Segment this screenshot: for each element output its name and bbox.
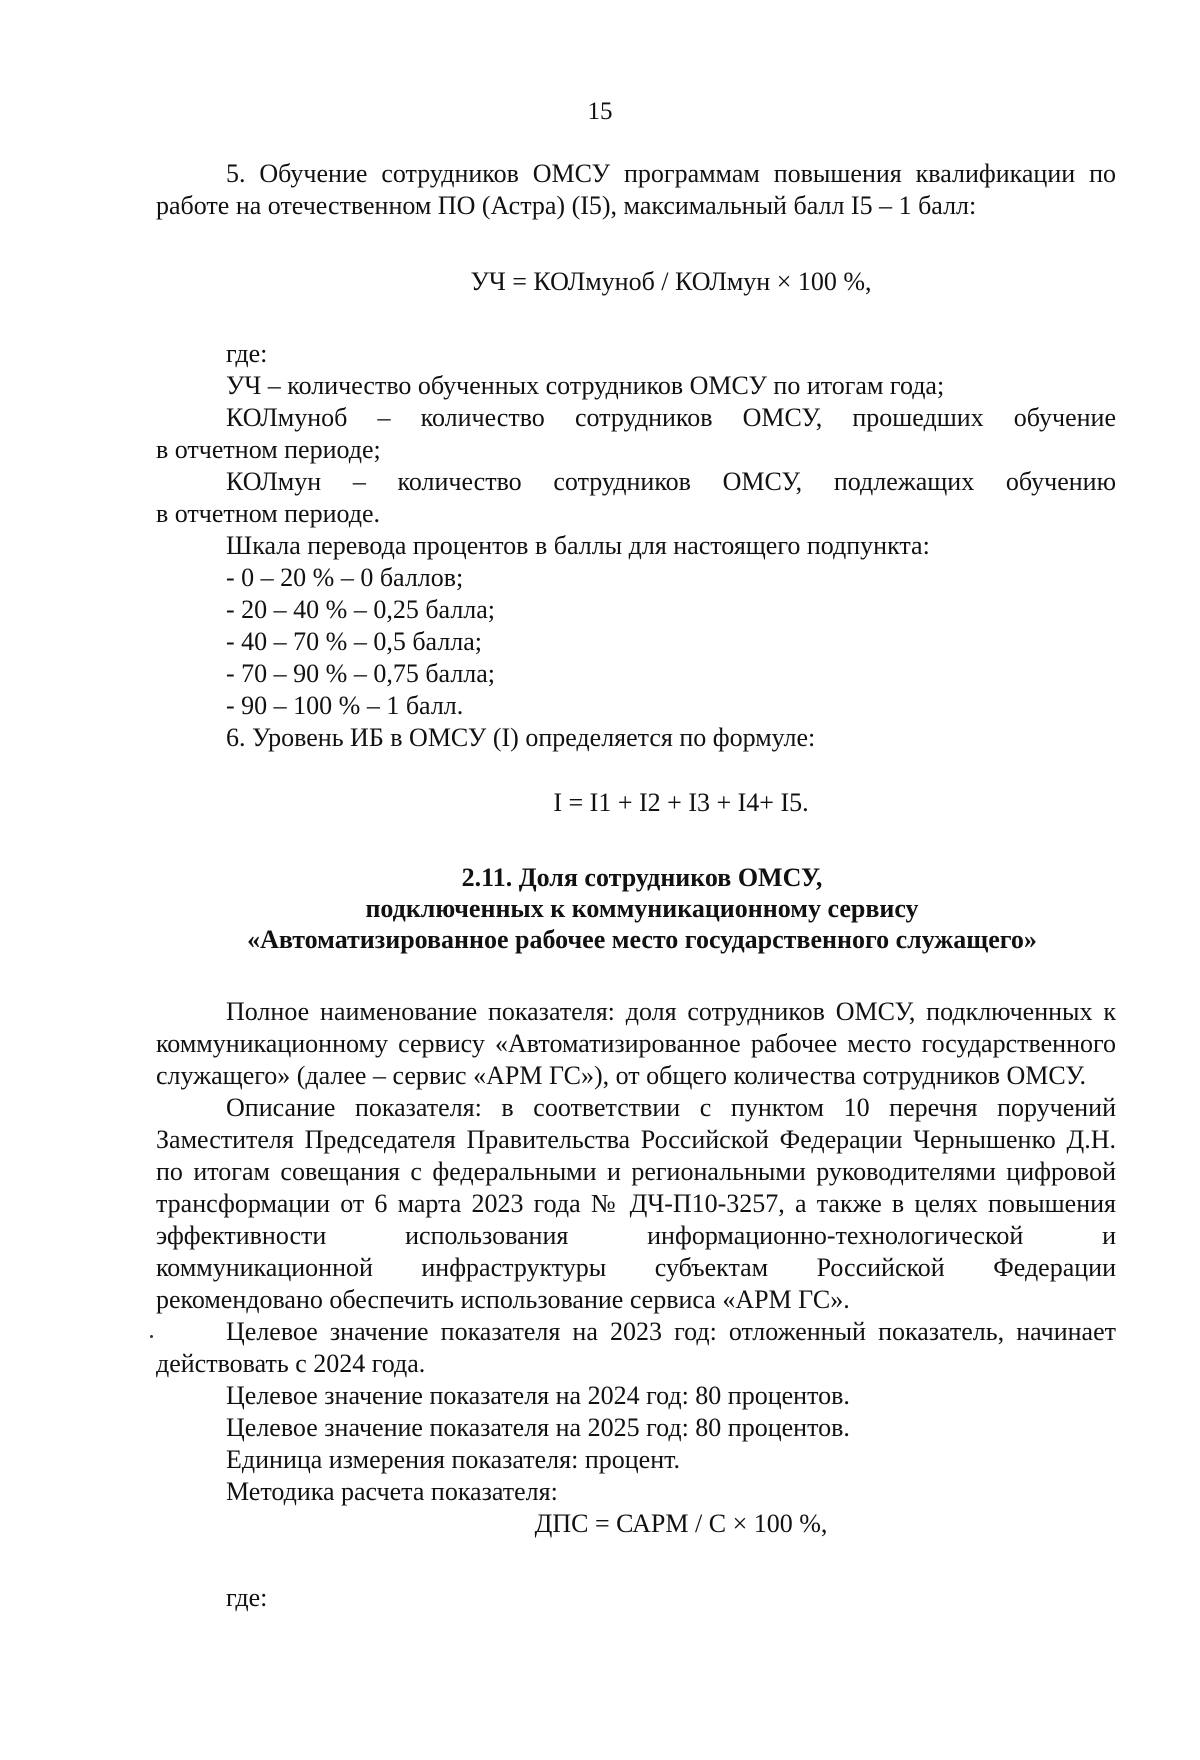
target-2024-paragraph: Целевое значение показателя на 2024 год: 80 процентов. (226, 1381, 850, 1410)
unit-paragraph: Единица измерения показателя: процент. (226, 1445, 681, 1474)
formula-uch: УЧ = КОЛмуноб / КОЛмун × 100 %, (470, 267, 872, 296)
scale-item: - 0 – 20 % – 0 баллов; (226, 563, 464, 592)
scale-item: - 90 – 100 % – 1 балл. (226, 691, 464, 720)
heading-line3: «Автоматизированное рабочее место государственного служащего» (247, 925, 1037, 954)
formula-dps: ДПС = САРМ / С × 100 %, (534, 1509, 828, 1538)
heading-line2: подключенных к коммуникационному сервису (365, 894, 919, 923)
heading-line1: 2.11. Доля сотрудников ОМСУ, (461, 863, 823, 892)
full-name-paragraph: Полное наименование показателя: доля сотрудников ОМСУ, подключенных к коммуникационному сервису «Автоматизированное рабочее место государственного служащего» (далее – сервис «АРМ ГС»), от общего количества сотрудников ОМСУ. (156, 997, 1116, 1090)
where-label-final: где: (226, 1583, 268, 1612)
definition-kolmun (156, 466, 1116, 498)
definition-kolmunob-line1: КОЛмуноб – количество сотрудников ОМСУ, прошедших обучение (226, 403, 1116, 432)
where-label: где: (226, 339, 268, 368)
formula-i: I = I1 + I2 + I3 + I4+ I5. (553, 788, 809, 817)
scale-title: Шкала перевода процентов в баллы для настоящего подпункта: (226, 531, 930, 560)
target-2025-paragraph: Целевое значение показателя на 2025 год: 80 процентов. (226, 1413, 850, 1442)
description-paragraph: Описание показателя: в соответствии с пунктом 10 перечня поручений Заместителя Председателя Правительства Российской Федерации Чернышенко Д.Н. по итогам совещания с федеральными и региональными руководителями цифровой трансформации от 6 марта 2023 года № ДЧ-П10-3257, а также в целях повышения эффективности использования информационно-технологической и коммуникационной инфраструктуры субъектам Российской Федерации рекомендовано обеспечить использование сервиса «АРМ ГС». (156, 1093, 1116, 1314)
scale-item: - 70 – 90 % – 0,75 балла; (226, 659, 496, 688)
section5-intro-line1: 5. Обучение сотрудников ОМСУ программам повышения квалификации (226, 159, 1076, 188)
scale-item: - 40 – 70 % – 0,5 балла; (226, 627, 483, 656)
definition-kolmunob (156, 402, 1116, 434)
section6-text: 6. Уровень ИБ в ОМСУ (I) определяется по формуле: (226, 723, 816, 752)
scan-speck (150, 1335, 153, 1338)
definition-kolmun-line1: КОЛмун – количество сотрудников ОМСУ, подлежащих обучению (226, 467, 1116, 496)
method-paragraph: Методика расчета показателя: (226, 1477, 558, 1506)
section5-intro (156, 158, 1116, 222)
definition-kolmunob-cont: в отчетном периоде; (156, 435, 381, 464)
target-2023-paragraph: Целевое значение показателя на 2023 год: отложенный показатель, начинает действовать с 2024 года. (156, 1317, 1116, 1378)
definition-kolmun-cont: в отчетном периоде. (156, 499, 381, 528)
definition-uch: УЧ – количество обученных сотрудников ОМСУ по итогам года; (226, 371, 945, 400)
page-content (156, 158, 1116, 1614)
section-heading (156, 862, 1116, 955)
page-number: 15 (587, 98, 613, 125)
section5-intro-line2: по работе на отечественном ПО (Астра) (I5), максимальный балл I5 – 1 балл: (156, 159, 1117, 220)
scale-item: - 20 – 40 % – 0,25 балла; (226, 595, 496, 624)
